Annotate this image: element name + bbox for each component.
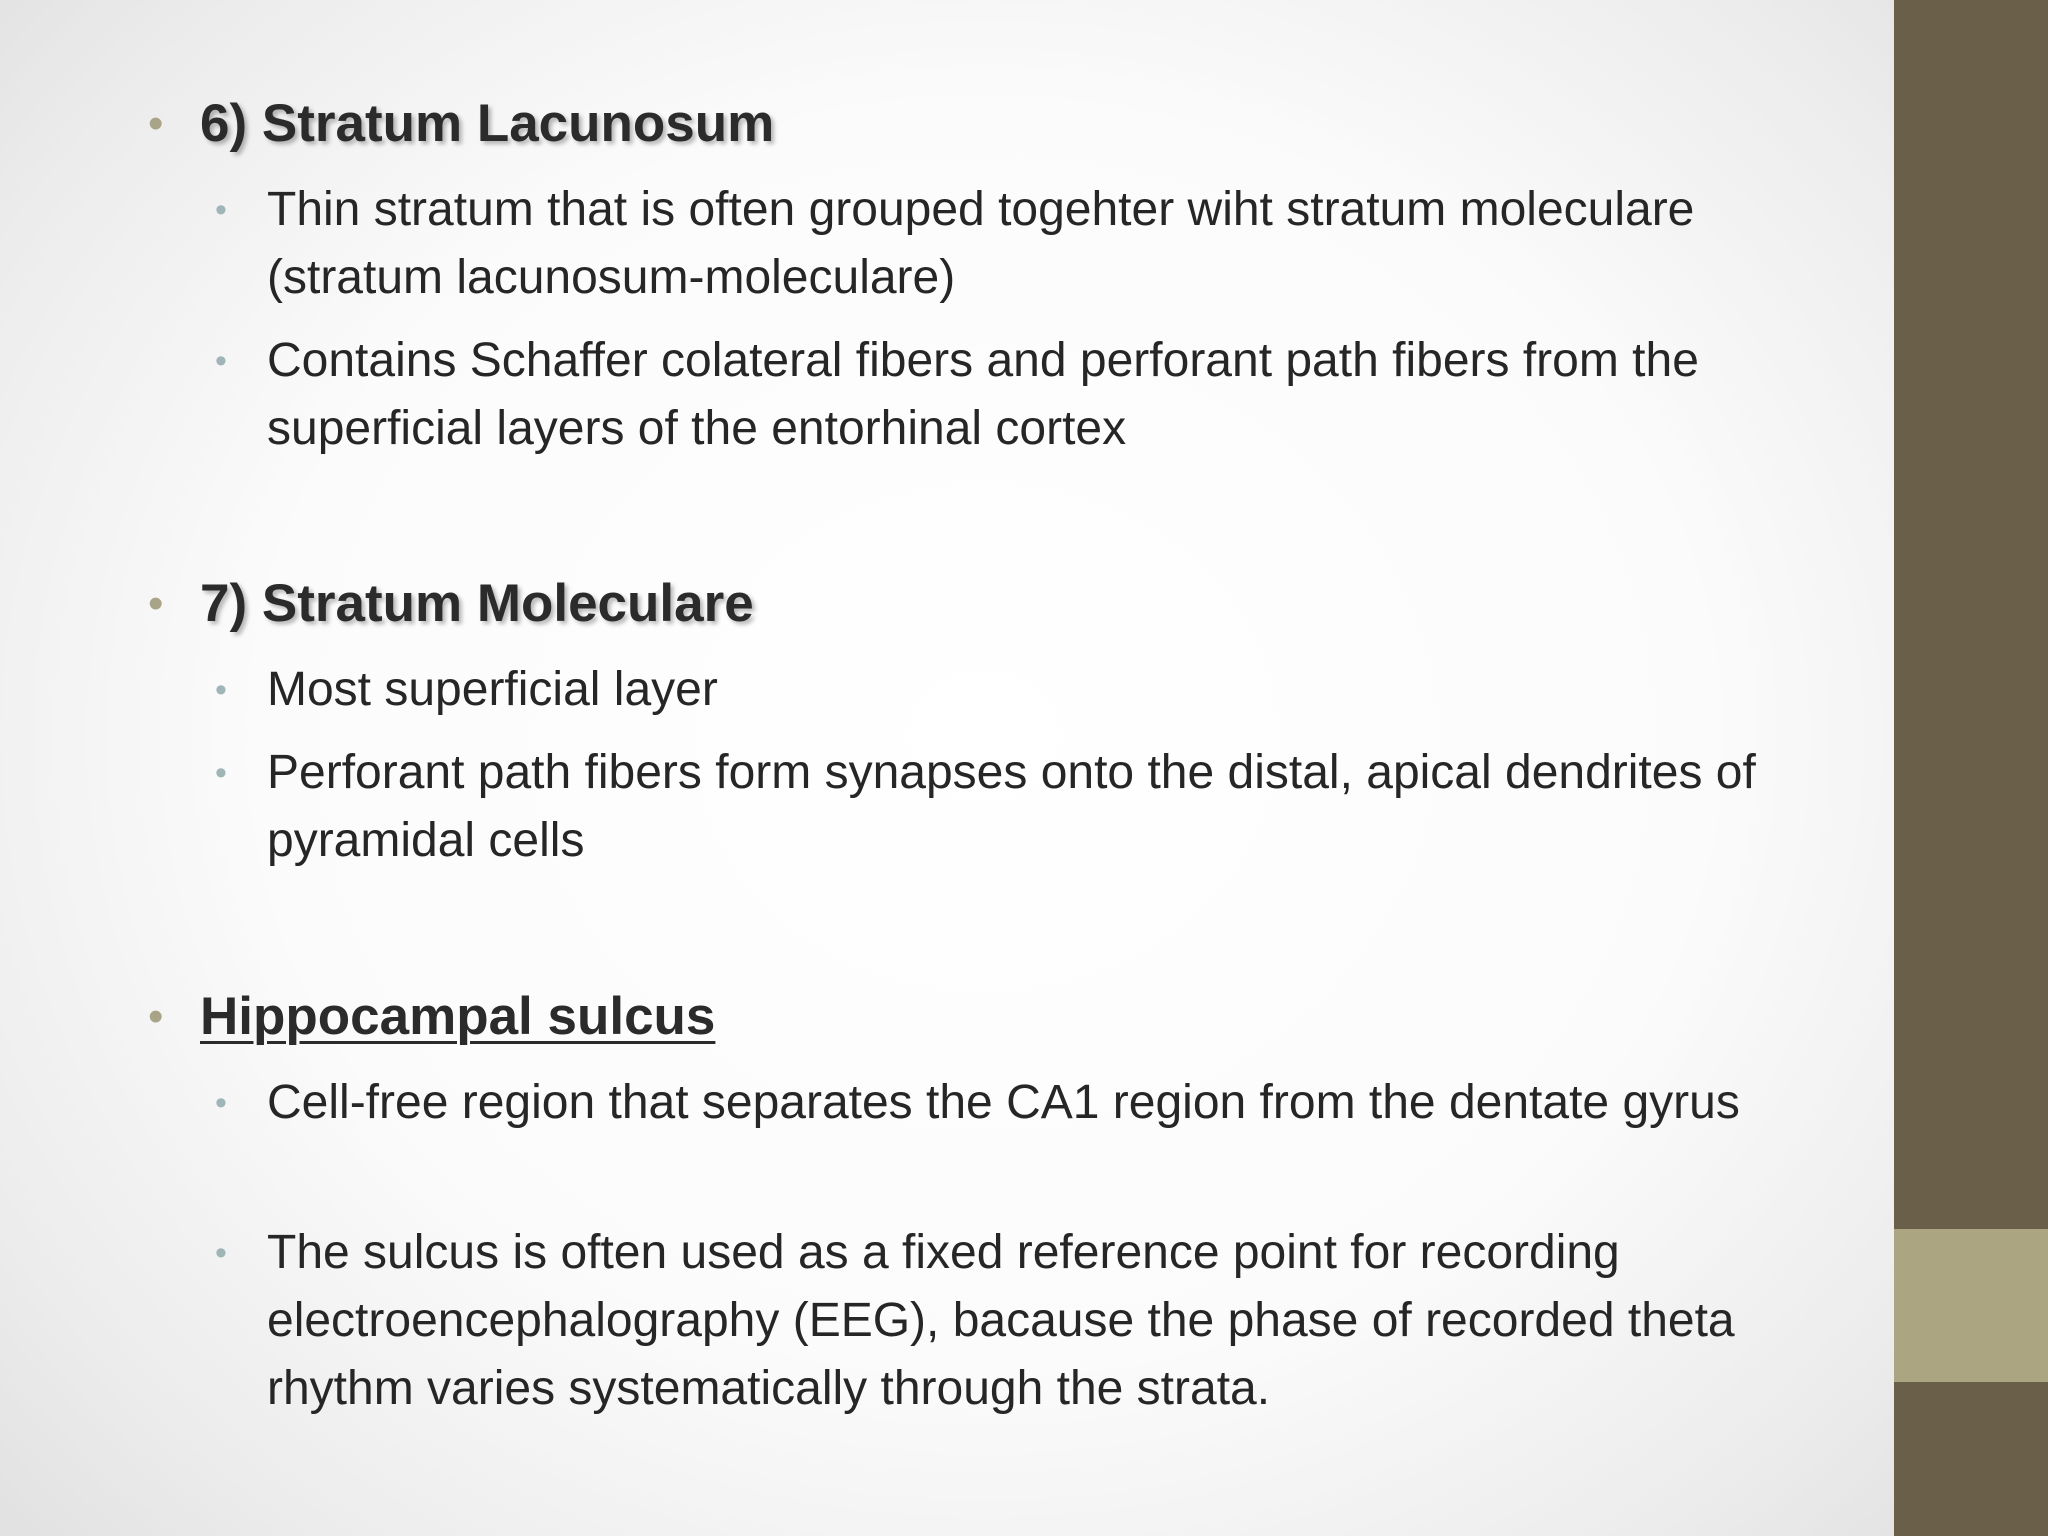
heading-text: 7) Stratum Moleculare (200, 574, 754, 633)
list-item (215, 1219, 1775, 1423)
list-item (215, 1069, 1775, 1137)
heading-text: Hippocampal sulcus (200, 987, 716, 1046)
list-item-text: Thin stratum that is often grouped togehter wiht stratum moleculare (stratum lacunosum-moleculare) (267, 183, 1695, 304)
heading-text: 6) Stratum Lacunosum (200, 94, 775, 153)
list-item (215, 176, 1775, 312)
bullet-icon: • (215, 342, 227, 380)
bullet-icon: • (215, 671, 227, 709)
list-item-text: The sulcus is often used as a fixed reference point for recording electroencephalography (EEG), bacause the phase of recorded theta rhythm varies systematically through the strata. (267, 1226, 1735, 1415)
bullet-icon: • (215, 754, 227, 792)
list-item (215, 327, 1775, 463)
bullet-icon: • (148, 99, 164, 148)
bullet-icon: • (215, 1084, 227, 1122)
list-item-text: Contains Schaffer colateral fibers and perforant path fibers from the superficial layers of the entorhinal cortex (267, 334, 1699, 455)
bullet-icon: • (148, 579, 164, 628)
sidebar-accent-block (1894, 1229, 2048, 1382)
bullet-icon: • (215, 191, 227, 229)
list-item-text: Cell-free region that separates the CA1 region from the dentate gyrus (267, 1076, 1740, 1129)
list-item-text: Most superficial layer (267, 663, 718, 716)
list-item-text: Perforant path fibers form synapses onto the distal, apical dendrites of pyramidal cells (267, 746, 1756, 867)
list-item (215, 656, 1775, 724)
list-item (215, 739, 1775, 875)
bullet-icon: • (215, 1234, 227, 1272)
bullet-icon: • (148, 992, 164, 1041)
